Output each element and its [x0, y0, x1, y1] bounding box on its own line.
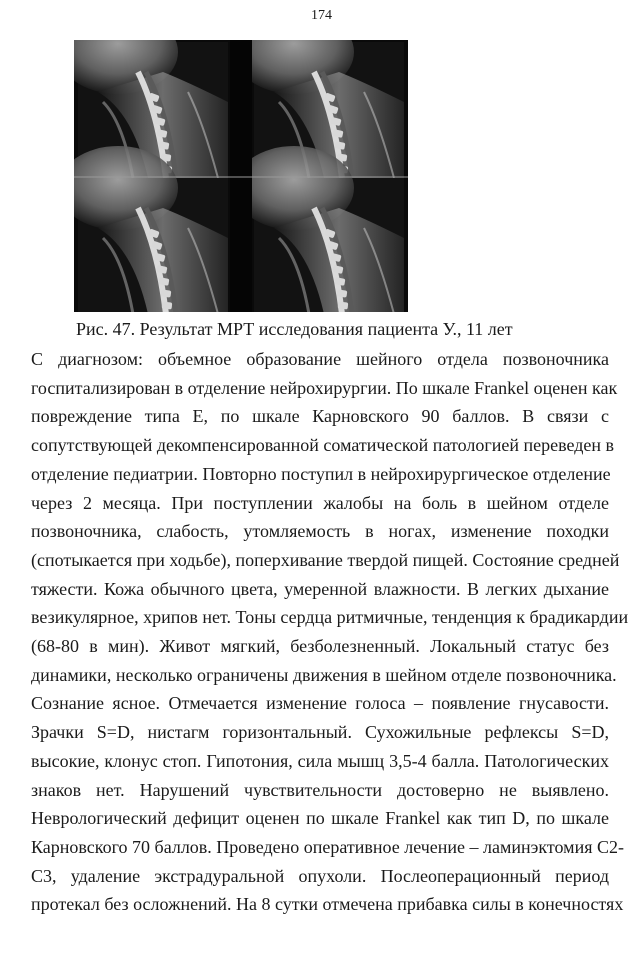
body-line: протекал без осложнений. На 8 сутки отмечена прибавка силы в конечностях — [31, 894, 624, 915]
body-line: Карновского 70 баллов. Проведено оперативное лечение – ламинэктомия С2- — [31, 836, 624, 857]
body-line: повреждение типа Е, по шкале Карновского 90 баллов. В связи с — [31, 406, 609, 427]
figure-caption: Рис. 47. Результат МРТ исследования пациента У., 11 лет — [76, 319, 513, 339]
body-line: С диагнозом: объемное образование шейного отдела позвоночника — [31, 349, 609, 369]
panel-divider — [230, 40, 252, 312]
body-line: С3, удаление экстрадуральной опухоли. Послеоперационный период — [31, 865, 609, 886]
body-line: Сознание ясное. Отмечается изменение голоса – появление гнусавости. — [31, 693, 609, 714]
body-line: (68-80 в мин). Живот мягкий, безболезненный. Локальный статус без — [31, 636, 609, 657]
body-line: отделение педиатрии. Повторно поступил в нейрохирургическое отделение — [31, 463, 611, 484]
body-line: динамики, несколько ограничены движения в шейном отделе позвоночника. — [31, 664, 617, 685]
body-line: тяжести. Кожа обычного цвета, умеренной влажности. В легких дыхание — [31, 578, 609, 599]
page-number: 174 — [311, 8, 332, 23]
body-line: позвоночника, слабость, утомляемость в ногах, изменение походки — [31, 521, 609, 542]
body-line: везикулярное, хрипов нет. Тоны сердца ритмичные, тенденция к брадикардии — [31, 607, 629, 628]
body-line: Зрачки S=D, нистагм горизонтальный. Сухожильные рефлексы S=D, — [31, 722, 609, 743]
mri-figure — [74, 40, 408, 312]
body-line: Неврологический дефицит оценен по шкале Frankel как тип D, по шкале — [31, 808, 609, 829]
body-line: (спотыкается при ходьбе), поперхивание твердой пищей. Состояние средней — [31, 549, 620, 570]
body-line: через 2 месяца. При поступлении жалобы на боль в шейном отделе — [31, 492, 609, 513]
body-text — [31, 345, 629, 919]
mri-image-grid — [74, 40, 408, 312]
body-line: знаков нет. Нарушений чувствительности достоверно не выявлено. — [31, 779, 609, 800]
body-line: высокие, клонус стоп. Гипотония, сила мышц 3,5-4 балла. Патологических — [31, 750, 609, 771]
body-line: госпитализирован в отделение нейрохирургии. По шкале Frankel оценен как — [31, 377, 618, 398]
body-line: сопутствующей декомпенсированной соматической патологией переведен в — [31, 435, 615, 456]
